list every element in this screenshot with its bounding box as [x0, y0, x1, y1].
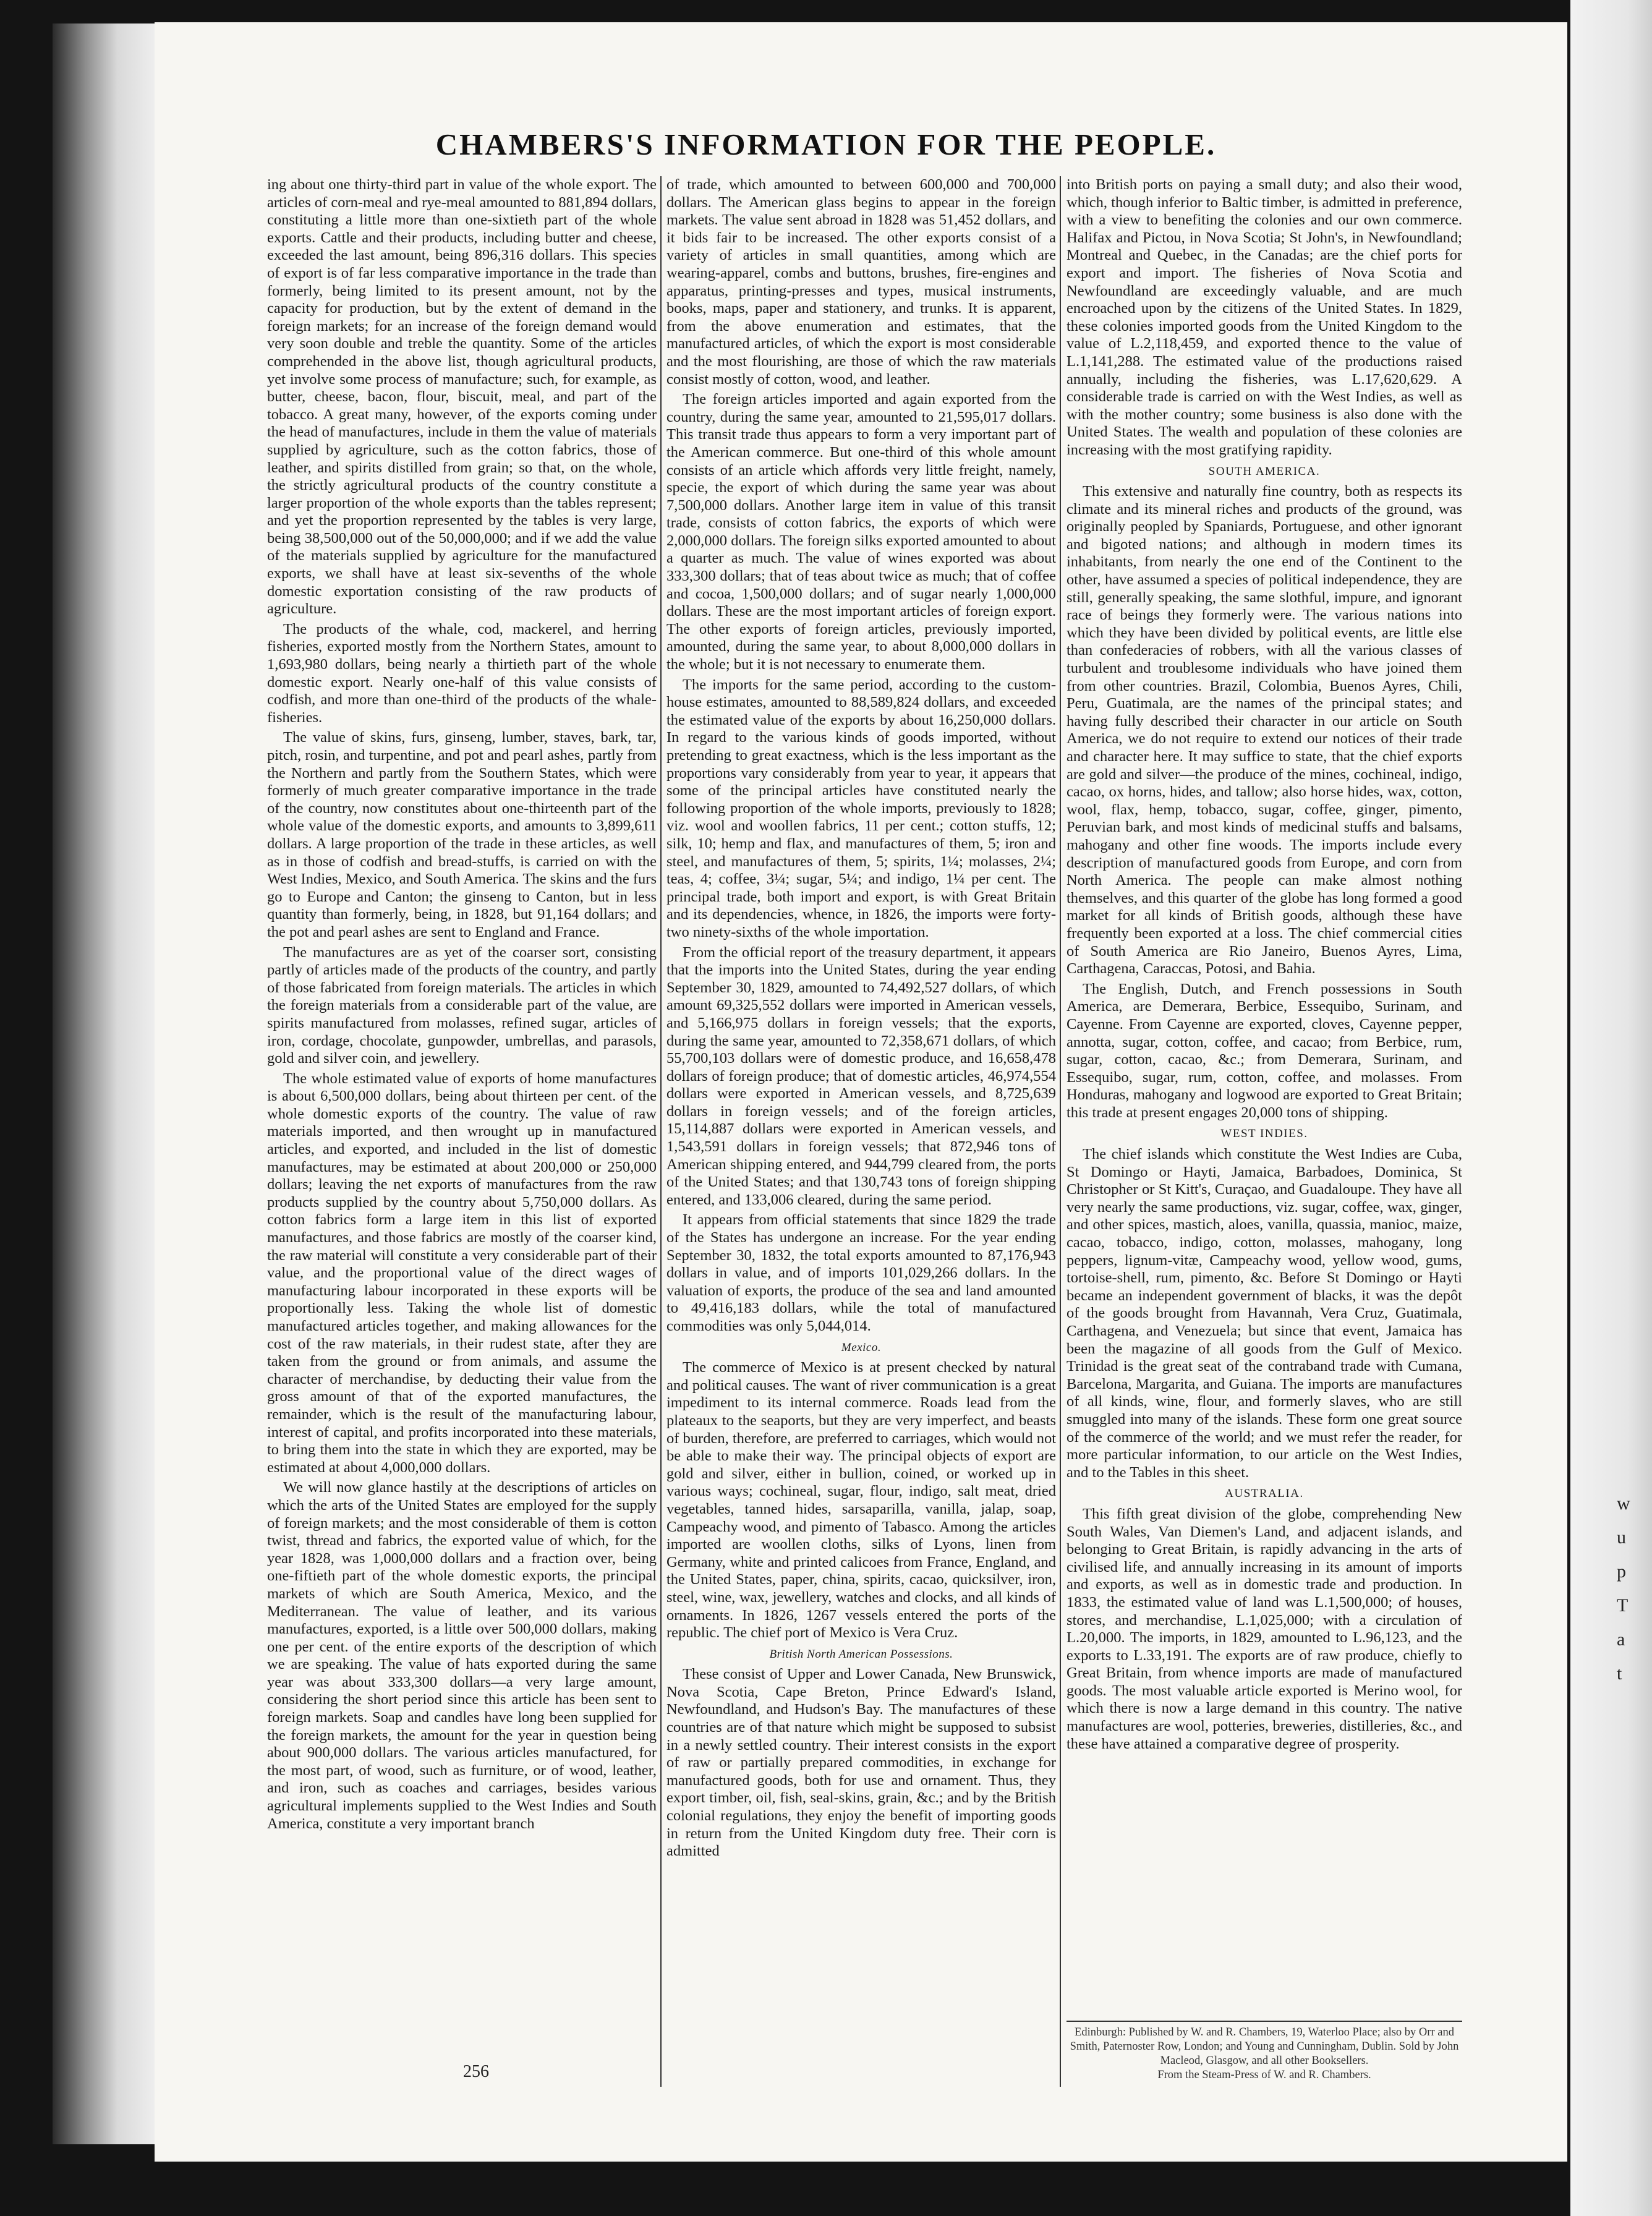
column-rule	[1060, 176, 1061, 2087]
paragraph: into British ports on paying a small duty; and also their wood, which, though inferior to Baltic timber, is admitted in preference, with a view to benefiting the colonies and our own commerce. Halifax and Pictou, in Nova Scotia; St John's, in Newfoundland; Montreal and Quebec, in the Canadas; are the chief ports for export and import. The fisheries of Nova Scotia and Newfoundland are exceedingly valuable, and are much encroached upon by the citizens of the United States. In 1829, these colonies imported goods from the United Kingdom to the value of L.2,118,459, and exported thence to the value of L.1,141,288. The estimated value of the productions raised annually, including the fisheries, was L.17,620,629. A considerable trade is carried on with the West Indies, as well as with the mother country; some business is also done with the United States. The wealth and population of these colonies are increasing with the most gratifying rapidity.	[1067, 176, 1462, 458]
running-head-title: CHAMBERS'S INFORMATION FOR THE PEOPLE.	[435, 127, 1217, 161]
paragraph: The English, Dutch, and French possessions in South America, are Demerara, Berbice, Essequibo, Surinam, and Cayenne. From Cayenne are exported, cloves, Cayenne pepper, annotta, sugar, cotton, coffee, and cacao; from Berbice, rum, sugar, cotton, cacao, &c.; from Demerara, Surinam, and Essequibo, sugar, rum, cotton, coffee, and molasses. From Honduras, mahogany and logwood are exported to Great Britain; this trade at present engages 20,000 tons of shipping.	[1067, 980, 1462, 1121]
publisher-imprint	[1067, 2021, 1462, 2082]
bleed-letter: a	[1617, 1629, 1625, 1650]
paragraph: The value of skins, furs, ginseng, lumber, staves, bark, tar, pitch, rosin, and turpentine, and pot and pearl ashes, partly from the Northern and partly from the Southern States, which were formerly of much greater comparative importance in the trade of the country, now constitutes about one-thirteenth part of the whole value of the domestic exports, and amounts to 3,899,611 dollars. A large proportion of the trade in these articles, as well as in those of codfish and bread-stuffs, is carried on with the West Indies, Mexico, and South America. The skins and the furs go to Europe and Canton; the ginseng to Canton, but in less quantity than formerly, being, in 1828, but 91,164 dollars; and the pot and pearl ashes are sent to England and France.	[267, 729, 657, 940]
text-column-2	[666, 176, 1056, 2056]
paragraph: The foreign articles imported and again exported from the country, during the same year, amounted to 21,595,017 dollars. This transit trade thus appears to form a very important part of the American commerce. But one-third of this whole amount consists of an article which affords very little freight, namely, specie, the export of which during the same year was about 7,500,000 dollars. Another large item in value of this transit trade, consists of cotton fabrics, the exports of which were 2,000,000 dollars. The foreign silks exported amounted to about a quarter as much. The value of wines exported was about 333,300 dollars; that of teas about twice as much; that of coffee and cocoa, 1,500,000 dollars; and of sugar nearly 1,000,000 dollars. These are the most important articles of foreign export. The other exports of foreign articles, previously imported, amounted, during the same year, to about 8,000,000 dollars in the whole; but it is not necessary to enumerate them.	[666, 391, 1056, 673]
section-heading-british-north-america: British North American Possessions.	[769, 1647, 953, 1661]
paragraph: ing about one thirty-third part in value of the whole export. The articles of corn-meal and rye-meal amounted to 881,894 dollars, constituting a little more than one-sixtieth part of the whole exports. Cattle and their products, including butter and cheese, exceeded the last amount, being 896,316 dollars. This species of export is of far less comparative importance in the trade than formerly, being limited to its present amount, not by the capacity for production, but by the extent of demand in the foreign markets; for an increase of the foreign demand would very soon double and treble the quantity. Some of the articles comprehended in the above list, though agricultural products, yet involve some process of manufacture; such, for example, as butter, cheese, bacon, flour, biscuit, meal, and part of the tobacco. A great many, however, of the exports coming under the head of manufactures, include in them the value of materials supplied by agriculture, such as the cotton fabrics, those of leather, and spirits distilled from grain; so that, on the whole, the strictly agricultural products of the country constitute a larger proportion of the whole exports than the tables represent; and yet the proportion represented by the tables is very large, being 38,500,000 out of the 50,000,000; and if we add the value of the materials supplied by agriculture for the manufactured exports, we shall have at least six-sevenths of the whole domestic exportation consisting of the raw products of agriculture.	[267, 176, 657, 618]
section-heading-mexico: Mexico.	[841, 1340, 882, 1354]
section-heading-west-indies: WEST INDIES.	[1220, 1127, 1308, 1141]
paragraph: of trade, which amounted to between 600,000 and 700,000 dollars. The American glass begins to appear in the foreign markets. The value sent abroad in 1828 was 51,452 dollars, and it bids fair to be increased. The other exports consist of a variety of articles in small quantities, among which are wearing-apparel, combs and buttons, brushes, fire-engines and apparatus, printing-presses and types, musical instruments, books, maps, paper and stationery, and trunks. It is apparent, from the above enumeration and estimates, that the manufactured articles, of which the export is most considerable and the most flourishing, are those of which the raw materials consist mostly of cotton, wood, and leather.	[666, 176, 1056, 388]
paragraph: It appears from official statements that since 1829 the trade of the States has undergone an increase. For the year ending September 30, 1832, the total exports amounted to 87,176,943 dollars in value, and of imports 101,029,266 dollars. In the valuation of exports, the produce of the sea and land amounted to 49,416,183 dollars, while the total of manufactured commodities was only 5,044,014.	[666, 1211, 1056, 1334]
paragraph: This extensive and naturally fine country, both as respects its climate and its mineral riches and products of the ground, was originally peopled by Spaniards, Portuguese, and other ignorant and bigoted nations; and although in modern times its inhabitants, from nearly the one end of the Continent to the other, have assumed a species of political independence, they are still, generally speaking, the same slothful, impure, and ignorant race of beings they formerly were. The various nations into which they have been divided by political events, are little else than confederacies of robbers, with all the various classes of turbulent and troublesome individuals who have joined them from other countries. Brazil, Colombia, Buenos Ayres, Chili, Peru, Guatimala, are the names of the principal states; and having fully described their character in our article on South America, we do not require to extend our notices of their trade and character here. It may suffice to state, that the chief exports are gold and silver—the produce of the mines, cochineal, indigo, cacao, ox horns, hides, and tallow; also horse hides, wax, cotton, wool, flax, hemp, tobacco, sugar, coffee, ginger, pimento, Peruvian bark, and most kinds of medicinal stuffs and balsams, mahogany and other fine woods. The imports include every description of manufactured goods from Europe, and corn from North America. The people can make almost nothing themselves, and this quarter of the globe has long formed a good market for all kinds of British goods, although these have frequently been exported at a loss. The chief commercial cities of South America are Rio Janeiro, Buenos Ayres, Lima, Carthagena, Caraccas, Potosi, and Bahia.	[1067, 483, 1462, 978]
paragraph: The whole estimated value of exports of home manufactures is about 6,500,000 dollars, being about thirteen per cent. of the whole domestic exports of the country. The value of raw materials imported, and then wrought up in manufactured articles, and exported, and included in the list of domestic manufactures, may be estimated at about 200,000 or 250,000 dollars; leaving the net exports of manufactures from the raw products supplied by the country about 5,750,000 dollars. As cotton fabrics form a large item in this list of exported manufactures, and those fabrics are mostly of the coarser kind, the raw material will constitute a very considerable part of their value, and the proportional value of the direct wages of manufacturing labour incorporated in these exports will be proportionally less. Taking the whole list of domestic manufactured articles together, and making allowances for the cost of the raw materials, in their rudest state, after they are taken from the ground or from animals, and assume the character of merchandise, by deducting their value from the gross amount of that of the exported manufactures, the remainder, which is the result of the manufacturing labour, interest of capital, and profits incorporated into these materials, to bring them into the state in which they are exported, may be estimated at about 4,000,000 dollars.	[267, 1070, 657, 1476]
paragraph: We will now glance hastily at the descriptions of articles on which the arts of the United States are employed for the supply of foreign markets; and the most considerable of them is cotton twist, thread and fabrics, the exported value of which, for the year 1828, was 1,000,000 dollars and a fraction over, being one-fiftieth part of the whole domestic exports, the principal markets of which are South America, Mexico, and the Mediterranean. The value of leather, and its various manufactures, exported, is a little over 500,000 dollars, making one per cent. of the entire exports of the description of which we are speaking. The value of hats exported during the same year was about 333,300 dollars—a very large amount, considering the short period since this article has been sent to foreign markets. Soap and candles have long been supplied for the foreign markets, the amount for the year in question being about 900,000 dollars. The various articles manufactured, for the most part, of wood, such as furniture, or of wood, leather, and iron, such as coaches and carriages, besides various agricultural implements supplied to the West Indies and South America, constitute a very important branch	[267, 1479, 657, 1832]
paragraph: These consist of Upper and Lower Canada, New Brunswick, Nova Scotia, Cape Breton, Prince Edward's Island, Newfoundland, and Hudson's Bay. The manufactures of these countries are of that nature which might be supposed to subsist in a newly settled country. Their interest consists in the export of raw or partially prepared commodities, in exchange for manufactured goods, both for use and ornament. Thus, they export timber, oil, fish, seal-skins, grain, &c.; and by the British colonial regulations, they enjoy the benefit of importing goods in return from the United Kingdom duty free. Their corn is admitted	[666, 1666, 1056, 1860]
bleed-letter: t	[1617, 1663, 1622, 1684]
bleed-letter: T	[1617, 1595, 1629, 1616]
section-heading-australia: AUSTRALIA.	[1225, 1487, 1304, 1501]
imprint-line: From the Steam-Press of W. and R. Chambers.	[1157, 2069, 1371, 2081]
section-heading-south-america: SOUTH AMERICA.	[1208, 464, 1321, 478]
paragraph: The manufactures are as yet of the coarser sort, consisting partly of articles made of the products of the country, and partly of those fabricated from foreign materials. The articles in which the foreign materials from a considerable part of the value, are spirits manufactured from molasses, refined sugar, articles of iron, cordage, chocolate, gunpowder, umbrellas, and parasols, gold and silver coin, and jewellery.	[267, 944, 657, 1067]
text-column-3	[1067, 176, 1462, 1969]
bleed-letter: u	[1617, 1527, 1626, 1548]
text-column-1	[267, 176, 657, 2056]
paragraph: From the official report of the treasury department, it appears that the imports into the United States, during the year ending September 30, 1829, amounted to 74,492,527 dollars, of which amount 69,325,552 dollars were imported in American vessels, and 5,166,975 dollars in foreign vessels; that the exports, during the same year, amounted to 72,358,671 dollars, of which 55,700,103 dollars were of domestic produce, and 16,658,478 dollars of foreign produce; that of domestic articles, 46,974,554 dollars were exported in American vessels, and 8,725,639 dollars in foreign vessels; and of the foreign articles, 15,114,887 dollars were exported in American vessels, and 1,543,591 dollars in foreign vessels; that 872,946 tons of American shipping entered, and 944,799 cleared from, the ports of the United States; and that 130,743 tons of foreign shipping entered, and 133,006 cleared, during the same period.	[666, 944, 1056, 1208]
bleed-letter: p	[1617, 1561, 1626, 1582]
paragraph: The products of the whale, cod, mackerel, and herring fisheries, exported mostly from the Northern States, amount to 1,693,980 dollars, being nearly a thirtieth part of the whole domestic export. Nearly one-half of this value consists of codfish, and more than one-third of the products of the whale-fisheries.	[267, 620, 657, 726]
paragraph: The commerce of Mexico is at present checked by natural and political causes. The want of river communication is a great impediment to its internal commerce. Roads lead from the plateaux to the seaports, but they are very imperfect, and beasts of burden, therefore, are preferred to carriages, which would not be able to make their way. The principal objects of export are gold and silver, either in bullion, coined, or worked up in various ways; cochineal, sugar, flour, indigo, salt meat, dried vegetables, tanned hides, sarsaparilla, vanilla, jalap, soap, Campeachy wood, and pimento of Tabasco. Among the articles imported are woollen cloths, silks of Lyons, linen from Germany, white and printed calicoes from France, England, and the United States, paper, china, spirits, cacao, quicksilver, iron, steel, wine, wax, jewellery, watches and clocks, and all kinds of ornaments. In 1826, 1267 vessels entered the ports of the republic. The chief port of Mexico is Vera Cruz.	[666, 1359, 1056, 1642]
book-page-edges	[53, 23, 161, 2144]
paragraph: The chief islands which constitute the West Indies are Cuba, St Domingo or Hayti, Jamaica, Barbadoes, Dominica, St Christopher or St Kitt's, Curaçao, and Guadaloupe. They have all very nearly the same productions, viz. sugar, coffee, wax, ginger, and other spices, mastich, aloes, vanilla, quassia, manioc, maize, cacao, tobacco, indigo, cotton, molasses, mahogany, long peppers, lignum-vitæ, Campeachy wood, yellow wood, gums, tortoise-shell, rum, pimento, &c. Before St Domingo or Hayti became an independent government of blacks, it was the depôt of the goods brought from Havannah, Vera Cruz, Guatimala, Carthagena, and Venezuela; but since that event, Jamaica has been the magazine of all goods from the Gulf of Mexico. Trinidad is the great seat of the contraband trade with Cumana, Barcelona, Margarita, and Guiana. The imports are manufactures of all kinds, wine, flour, and formerly slaves, who are still smuggled into many of the islands. These form one great source of the commerce of the world; and we must refer the reader, for more particular information, to our article on the West Indies, and to the Tables in this sheet.	[1067, 1146, 1462, 1481]
page-number: 256	[463, 2062, 489, 2081]
bleed-letter: w	[1617, 1493, 1630, 1514]
column-rule	[660, 176, 662, 2087]
paragraph: This fifth great division of the globe, comprehending New South Wales, Van Diemen's Land, and adjacent islands, and belonging to Great Britain, is rapidly advancing in the arts of civilised life, and annually increasing in its amount of imports and exports, as well as in domestic trade and production. In 1833, the estimated value of land was L.1,500,000; of houses, stores, and merchandise, L.1,025,000; with a circulation of L.20,000. The imports, in 1829, amounted to L.96,123, and the exports to L.33,191. The exports are of raw produce, chiefly to Great Britain, from whence imports are made of manufactured goods. The most valuable article exported is Merino wool, for which there is now a large demand in this country. The native manufactures are wool, potteries, breweries, distilleries, &c., and these have attained a comparative degree of prosperity.	[1067, 1505, 1462, 1752]
paragraph: The imports for the same period, according to the custom-house estimates, amounted to 88,589,824 dollars, and exceeded the estimated value of the exports by about 16,250,000 dollars. In regard to the various kinds of goods imported, without pretending to great exactness, which is the less important as the proportions vary considerably from year to year, it appears that some of the principal articles have constituted nearly the following proportion of the whole imports, previously to 1828; viz. wool and woollen fabrics, 11 per cent.; cotton stuffs, 12; silk, 10; hemp and flax, and manufactures of them, 5; iron and steel, and manufactures of them, 5; spirits, 1¼; molasses, 2¼; teas, 4; coffee, 3¼; sugar, 5¼; and indigo, 1¼ per cent. The principal trade, both import and export, is with Great Britain and its dependencies, whence, in 1826, the imports were forty-two ninety-sixths of the whole importation.	[666, 676, 1056, 940]
facing-page-edge	[1570, 0, 1652, 2216]
imprint-line: Edinburgh: Published by W. and R. Chambers, 19, Waterloo Place; also by Orr and Smith, Paternoster Row, London; and Young and Cunningham, Dublin. Sold by John Macleod, Glasgow, and all other Booksellers.	[1070, 2026, 1459, 2067]
